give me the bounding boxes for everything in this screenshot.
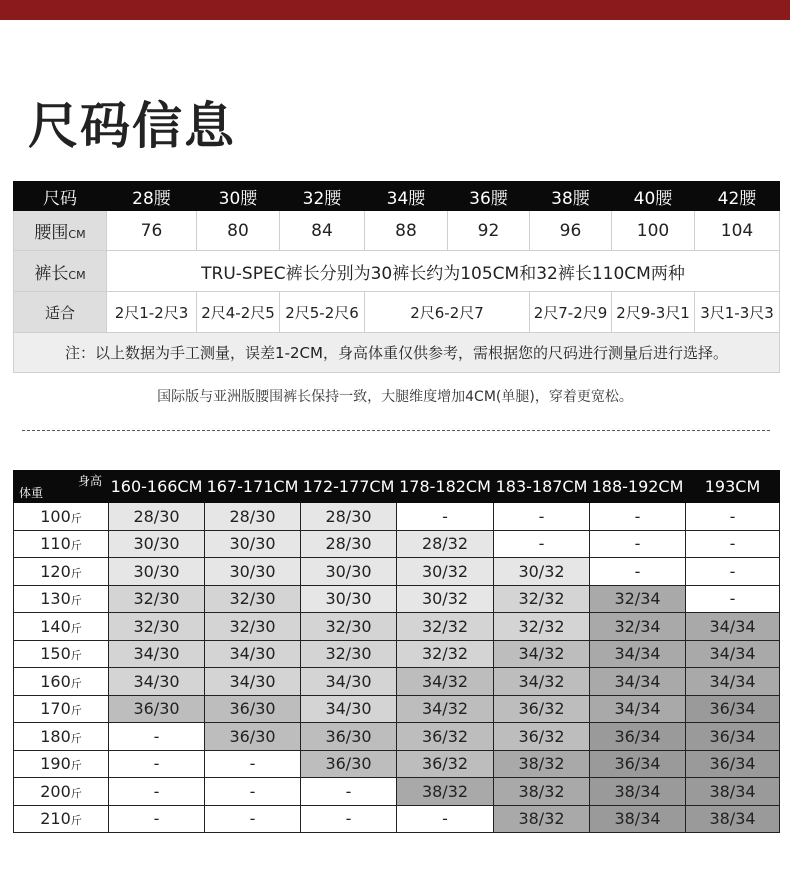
height-col: 188-192CM	[590, 471, 686, 503]
note-row	[14, 333, 780, 373]
waist-value: 76	[107, 211, 197, 251]
top-accent-bar	[0, 0, 790, 20]
fit-cell: -	[590, 558, 686, 586]
waist-value: 104	[695, 211, 780, 251]
fit-cell: 30/32	[494, 558, 590, 586]
fit-cell: 36/30	[205, 723, 301, 751]
fit-cell: -	[301, 805, 397, 833]
inseam-description: TRU-SPEC裤长分别为30裤长约为105CM和32裤长110CM两种	[107, 251, 780, 292]
fit-row	[14, 668, 780, 696]
fit-cell: 34/30	[205, 640, 301, 668]
fit-row	[14, 750, 780, 778]
size-info-table	[13, 181, 780, 373]
fit-cell: 32/34	[590, 585, 686, 613]
fit-cell: -	[109, 723, 205, 751]
fit-cell: 30/32	[397, 585, 494, 613]
measurement-note: 注：以上数据为手工测量，误差1-2CM，身高体重仅供参考，需根据您的尺码进行测量后进行选择。	[14, 333, 780, 373]
fit-row	[14, 530, 780, 558]
waist-value: 96	[530, 211, 612, 251]
weight-unit: 斤	[70, 704, 82, 718]
fit-cell: 36/34	[686, 750, 780, 778]
fit-row	[14, 805, 780, 833]
fit-cell: 36/34	[686, 723, 780, 751]
fit-cell: 30/30	[205, 530, 301, 558]
size-col: 28腰	[107, 182, 197, 211]
fit-cell: 34/34	[590, 668, 686, 696]
height-weight-fit-table	[13, 470, 780, 833]
fit-cell: 34/30	[301, 668, 397, 696]
weight-value: 160	[40, 671, 71, 691]
weight-value: 210	[40, 809, 71, 829]
fit-cell: -	[205, 750, 301, 778]
fit-cell: 30/30	[205, 558, 301, 586]
fit-cell: 34/32	[494, 640, 590, 668]
height-col: 193CM	[686, 471, 780, 503]
fit-cell: 34/30	[301, 695, 397, 723]
weight-unit: 斤	[70, 566, 82, 580]
fit-cell: -	[397, 503, 494, 531]
size-col: 36腰	[448, 182, 530, 211]
fit-cell: 34/30	[109, 668, 205, 696]
weight-value: 100	[40, 506, 71, 526]
fit-cell: 36/30	[109, 695, 205, 723]
weight-label	[14, 805, 109, 833]
waist-value: 84	[280, 211, 365, 251]
fit-cell: -	[686, 585, 780, 613]
fit-cell: 28/32	[397, 530, 494, 558]
weight-value: 120	[40, 561, 71, 581]
fit-cell: 32/32	[397, 613, 494, 641]
weight-unit: 斤	[70, 759, 82, 773]
fit-row	[14, 640, 780, 668]
fit-cell: 36/34	[590, 723, 686, 751]
fit-cell: -	[686, 503, 780, 531]
height-col: 172-177CM	[301, 471, 397, 503]
weight-unit: 斤	[70, 676, 82, 690]
fit-cell: 38/34	[686, 778, 780, 806]
fit-cell: -	[494, 503, 590, 531]
height-col: 160-166CM	[109, 471, 205, 503]
fit-cell: 36/30	[301, 750, 397, 778]
size-col: 40腰	[612, 182, 695, 211]
fit-cell: 28/30	[109, 503, 205, 531]
weight-value: 140	[40, 616, 71, 636]
fit-cell: -	[109, 805, 205, 833]
waist-value: 100	[612, 211, 695, 251]
fit-cell: 34/34	[590, 695, 686, 723]
fit-cell: 36/32	[494, 695, 590, 723]
fit-cell: 32/30	[301, 613, 397, 641]
fit-cell: 38/32	[494, 778, 590, 806]
fit-cell: 38/32	[494, 805, 590, 833]
inseam-label	[14, 251, 107, 292]
weight-unit: 斤	[70, 621, 82, 635]
fit-cell: -	[109, 750, 205, 778]
fit-cell: 34/32	[494, 668, 590, 696]
fit-row	[14, 585, 780, 613]
size-col: 32腰	[280, 182, 365, 211]
size-col: 38腰	[530, 182, 612, 211]
fit-row	[14, 723, 780, 751]
fit-cell: 32/30	[301, 640, 397, 668]
weight-label	[14, 530, 109, 558]
weight-value: 190	[40, 754, 71, 774]
fit-cell: 34/34	[686, 613, 780, 641]
corner-header	[14, 471, 109, 503]
fit-cell: 34/30	[205, 668, 301, 696]
fit-cell: 30/30	[109, 530, 205, 558]
weight-unit: 斤	[70, 539, 82, 553]
fit-row	[14, 503, 780, 531]
weight-value: 150	[40, 644, 71, 664]
fit-cell: 32/30	[205, 613, 301, 641]
waist-value: 92	[448, 211, 530, 251]
waist-label	[14, 211, 107, 251]
inseam-unit: CM	[68, 268, 86, 282]
weight-axis-label: 体重	[19, 486, 44, 500]
fit-cell: 32/32	[494, 585, 590, 613]
weight-value: 110	[40, 534, 71, 554]
weight-label	[14, 503, 109, 531]
fit-cell: 32/30	[109, 585, 205, 613]
fit-cell: 34/34	[590, 640, 686, 668]
weight-label	[14, 695, 109, 723]
fit-cell: 32/30	[109, 613, 205, 641]
fit-value: 2尺6-2尺7	[365, 292, 530, 333]
weight-value: 200	[40, 781, 71, 801]
weight-label	[14, 613, 109, 641]
height-col: 178-182CM	[397, 471, 494, 503]
weight-value: 180	[40, 726, 71, 746]
fit-value: 2尺5-2尺6	[280, 292, 365, 333]
weight-unit: 斤	[70, 814, 82, 828]
dashed-divider	[22, 430, 770, 431]
size-col: 30腰	[197, 182, 280, 211]
size-header-label: 尺码	[14, 182, 107, 211]
size-col: 34腰	[365, 182, 448, 211]
version-note: 国际版与亚洲版腰围裤长保持一致，大腿维度增加4CM(单腿)，穿着更宽松。	[157, 389, 633, 405]
page-title: 尺码信息	[28, 97, 236, 155]
fit-cell: 32/30	[205, 585, 301, 613]
weight-label	[14, 558, 109, 586]
weight-unit: 斤	[70, 594, 82, 608]
weight-value: 170	[40, 699, 71, 719]
fit-cell: 32/32	[494, 613, 590, 641]
fit-row	[14, 778, 780, 806]
fit-row	[14, 613, 780, 641]
fit-value: 2尺9-3尺1	[612, 292, 695, 333]
fit-cell: 30/30	[109, 558, 205, 586]
fit-cell: 28/30	[301, 503, 397, 531]
fit-cell: 34/30	[109, 640, 205, 668]
size-header-row	[14, 182, 780, 211]
fit-value: 2尺7-2尺9	[530, 292, 612, 333]
fit-cell: 38/32	[494, 750, 590, 778]
fit-value: 3尺1-3尺3	[695, 292, 780, 333]
weight-label	[14, 668, 109, 696]
fit-cell: -	[590, 530, 686, 558]
fit-cell: 36/34	[686, 695, 780, 723]
fit-cell: -	[494, 530, 590, 558]
fit-cell: -	[590, 503, 686, 531]
weight-label	[14, 778, 109, 806]
fit-value: 2尺1-2尺3	[107, 292, 197, 333]
fit-cell: 32/34	[590, 613, 686, 641]
weight-label	[14, 640, 109, 668]
fit-cell: 36/30	[205, 695, 301, 723]
fit-cell: 38/32	[397, 778, 494, 806]
fit-cell: -	[686, 530, 780, 558]
fit-cell: 38/34	[686, 805, 780, 833]
weight-unit: 斤	[70, 731, 82, 745]
weight-unit: 斤	[70, 649, 82, 663]
fit-cell: 30/30	[301, 558, 397, 586]
fit-row	[14, 292, 780, 333]
fit-cell: 34/32	[397, 695, 494, 723]
fit-row	[14, 695, 780, 723]
waist-value: 80	[197, 211, 280, 251]
fit-row	[14, 558, 780, 586]
fit-cell: 36/32	[397, 750, 494, 778]
height-axis-label: 身高	[77, 474, 102, 488]
inseam-label-text: 裤长	[34, 263, 69, 284]
weight-label	[14, 585, 109, 613]
weight-label	[14, 750, 109, 778]
fit-label: 适合	[14, 292, 107, 333]
fit-cell: -	[205, 778, 301, 806]
fit-cell: -	[301, 778, 397, 806]
fit-cell: 34/32	[397, 668, 494, 696]
fit-cell: 36/32	[494, 723, 590, 751]
fit-cell: -	[686, 558, 780, 586]
fit-cell: 36/32	[397, 723, 494, 751]
fit-cell: 34/34	[686, 668, 780, 696]
fit-value: 2尺4-2尺5	[197, 292, 280, 333]
fit-cell: 32/32	[397, 640, 494, 668]
weight-unit: 斤	[70, 786, 82, 800]
waist-value: 88	[365, 211, 448, 251]
height-header-row	[14, 471, 780, 503]
fit-cell: 36/34	[590, 750, 686, 778]
fit-cell: 38/34	[590, 778, 686, 806]
fit-cell: -	[205, 805, 301, 833]
fit-cell: -	[109, 778, 205, 806]
fit-cell: 34/34	[686, 640, 780, 668]
fit-cell: 38/34	[590, 805, 686, 833]
weight-unit: 斤	[70, 511, 82, 525]
waist-label-text: 腰围	[34, 223, 69, 243]
size-col: 42腰	[695, 182, 780, 211]
fit-cell: -	[397, 805, 494, 833]
fit-cell: 28/30	[301, 530, 397, 558]
fit-cell: 28/30	[205, 503, 301, 531]
fit-cell: 30/32	[397, 558, 494, 586]
weight-value: 130	[40, 589, 71, 609]
height-col: 183-187CM	[494, 471, 590, 503]
height-col: 167-171CM	[205, 471, 301, 503]
inseam-row	[14, 251, 780, 292]
waist-unit: CM	[68, 228, 86, 241]
fit-cell: 30/30	[301, 585, 397, 613]
waist-row	[14, 211, 780, 251]
weight-label	[14, 723, 109, 751]
fit-cell: 36/30	[301, 723, 397, 751]
